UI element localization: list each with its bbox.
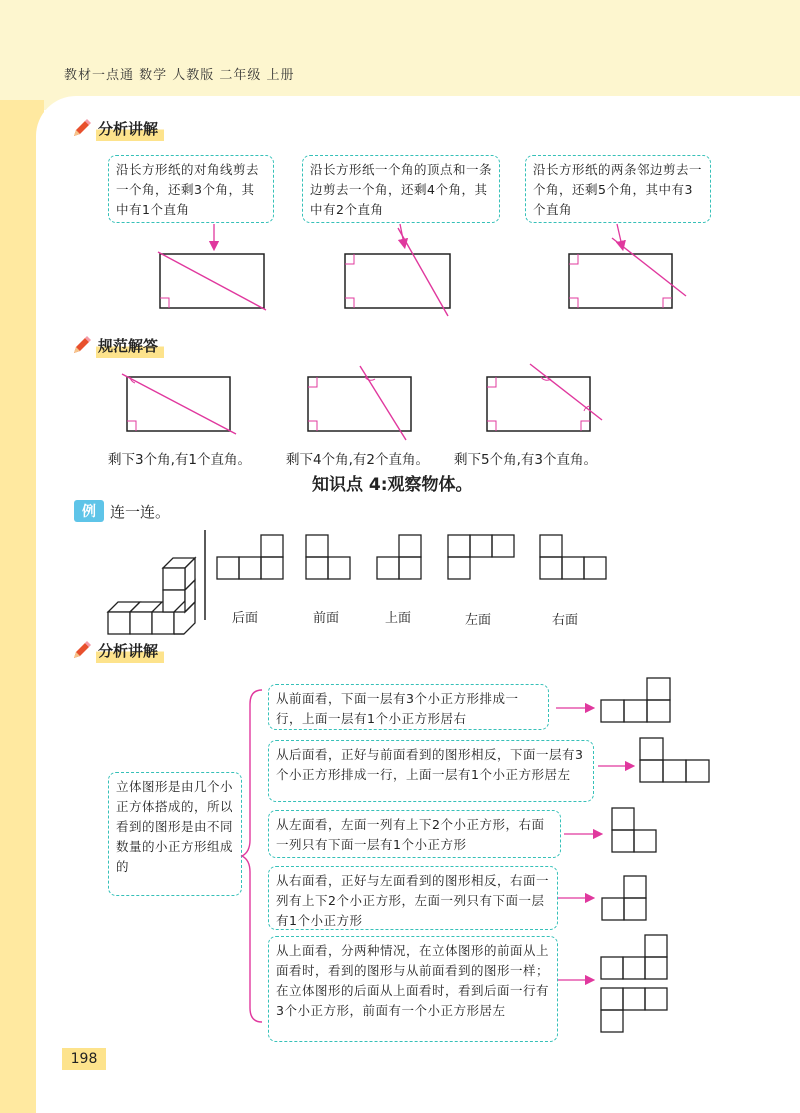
- view-label-back: 后面: [232, 611, 259, 626]
- view-note-right: 从右面看，正好与左面看到的图形相反，右面一列有上下2个小正方形，左面一列只有下面一层有1个小正方形: [268, 866, 558, 930]
- pencil-icon: [70, 640, 92, 662]
- rectangle-vertex-cut: [345, 228, 450, 316]
- view-label-top: 上面: [385, 611, 412, 626]
- section-heading-answer: [70, 333, 164, 358]
- left-view-shape: [612, 808, 656, 852]
- analysis-note-2: 沿长方形纸一个角的顶点和一条边剪去一个角，还剩4个角，其中有2个直角: [302, 155, 500, 223]
- top-view-shape-front: [601, 935, 667, 979]
- section-heading-text: 分析讲解: [96, 638, 164, 663]
- knowledge-point-title: 知识点 4:观察物体。: [312, 475, 473, 495]
- top-view-shape-back: [601, 988, 667, 1032]
- pencil-icon: [70, 335, 92, 357]
- rectangle-diagonal-cut: [158, 252, 266, 310]
- analysis-note-3: 沿长方形纸的两条邻边剪去一个角，还剩5个角，其中有3个直角: [525, 155, 711, 223]
- example-instruction: 连一连。: [110, 502, 171, 521]
- view-left-option-shape: [448, 535, 514, 579]
- cube-stack-figure: [108, 558, 195, 634]
- answer-caption-1: 剩下3个角,有1个直角。: [108, 452, 251, 468]
- view-top-option-shape: [377, 535, 421, 579]
- view-back-option-shape: [217, 535, 283, 579]
- view-label-front: 前面: [313, 611, 340, 626]
- page-number: 198: [62, 1048, 106, 1070]
- book-title: 教材一点通 数学 人教版 二年级 上册: [64, 68, 295, 83]
- view-note-top: 从上面看，分两种情况，在立体图形的前面从上面看时，看到的图形与从前面看到的图形一样；在立体图形的后面从上面看时，看到后面一行有3个小正方形，前面有一个小正方形居左: [268, 936, 558, 1042]
- right-view-shape: [602, 876, 646, 920]
- example-badge: 例: [74, 500, 104, 522]
- view-front-option-shape: [306, 535, 350, 579]
- view-note-left: 从左面看，左面一列有上下2个小正方形，右面一列只有下面一层有1个小正方形: [268, 810, 561, 858]
- view-label-right: 右面: [552, 613, 579, 628]
- answer-caption-2: 剩下4个角,有2个直角。: [286, 452, 429, 468]
- section-heading-analysis-2: [70, 638, 164, 663]
- section-heading-text: 分析讲解: [96, 116, 164, 141]
- answer-rectangle-2: [308, 366, 411, 440]
- section-heading-text: 规范解答: [96, 333, 164, 358]
- view-note-back: 从后面看，正好与前面看到的图形相反，下面一层有3个小正方形排成一行，上面一层有1个小正方形居左: [268, 740, 594, 802]
- answer-rectangle-3: [487, 364, 602, 431]
- view-label-left: 左面: [465, 613, 492, 628]
- view-note-front: 从前面看，下面一层有3个小正方形排成一行，上面一层有1个小正方形居右: [268, 684, 549, 730]
- summary-note: 立体图形是由几个小正方体搭成的，所以看到的图形是由不同数量的小正方形组成的: [108, 772, 242, 896]
- view-right-option-shape: [540, 535, 606, 579]
- answer-rectangle-1: [122, 374, 236, 434]
- back-view-shape: [640, 738, 709, 782]
- cut-rectangles-diagram: [0, 0, 800, 330]
- rectangle-adjacent-sides-cut: [569, 238, 686, 308]
- answer-rectangles-diagram: [0, 360, 800, 440]
- example-header: [74, 500, 170, 522]
- brace: [242, 690, 262, 1022]
- answer-caption-3: 剩下5个角,有3个直角。: [454, 452, 597, 468]
- front-view-shape: [601, 678, 670, 722]
- analysis-note-1: 沿长方形纸的对角线剪去一个角，还剩3个角，其中有1个直角: [108, 155, 274, 223]
